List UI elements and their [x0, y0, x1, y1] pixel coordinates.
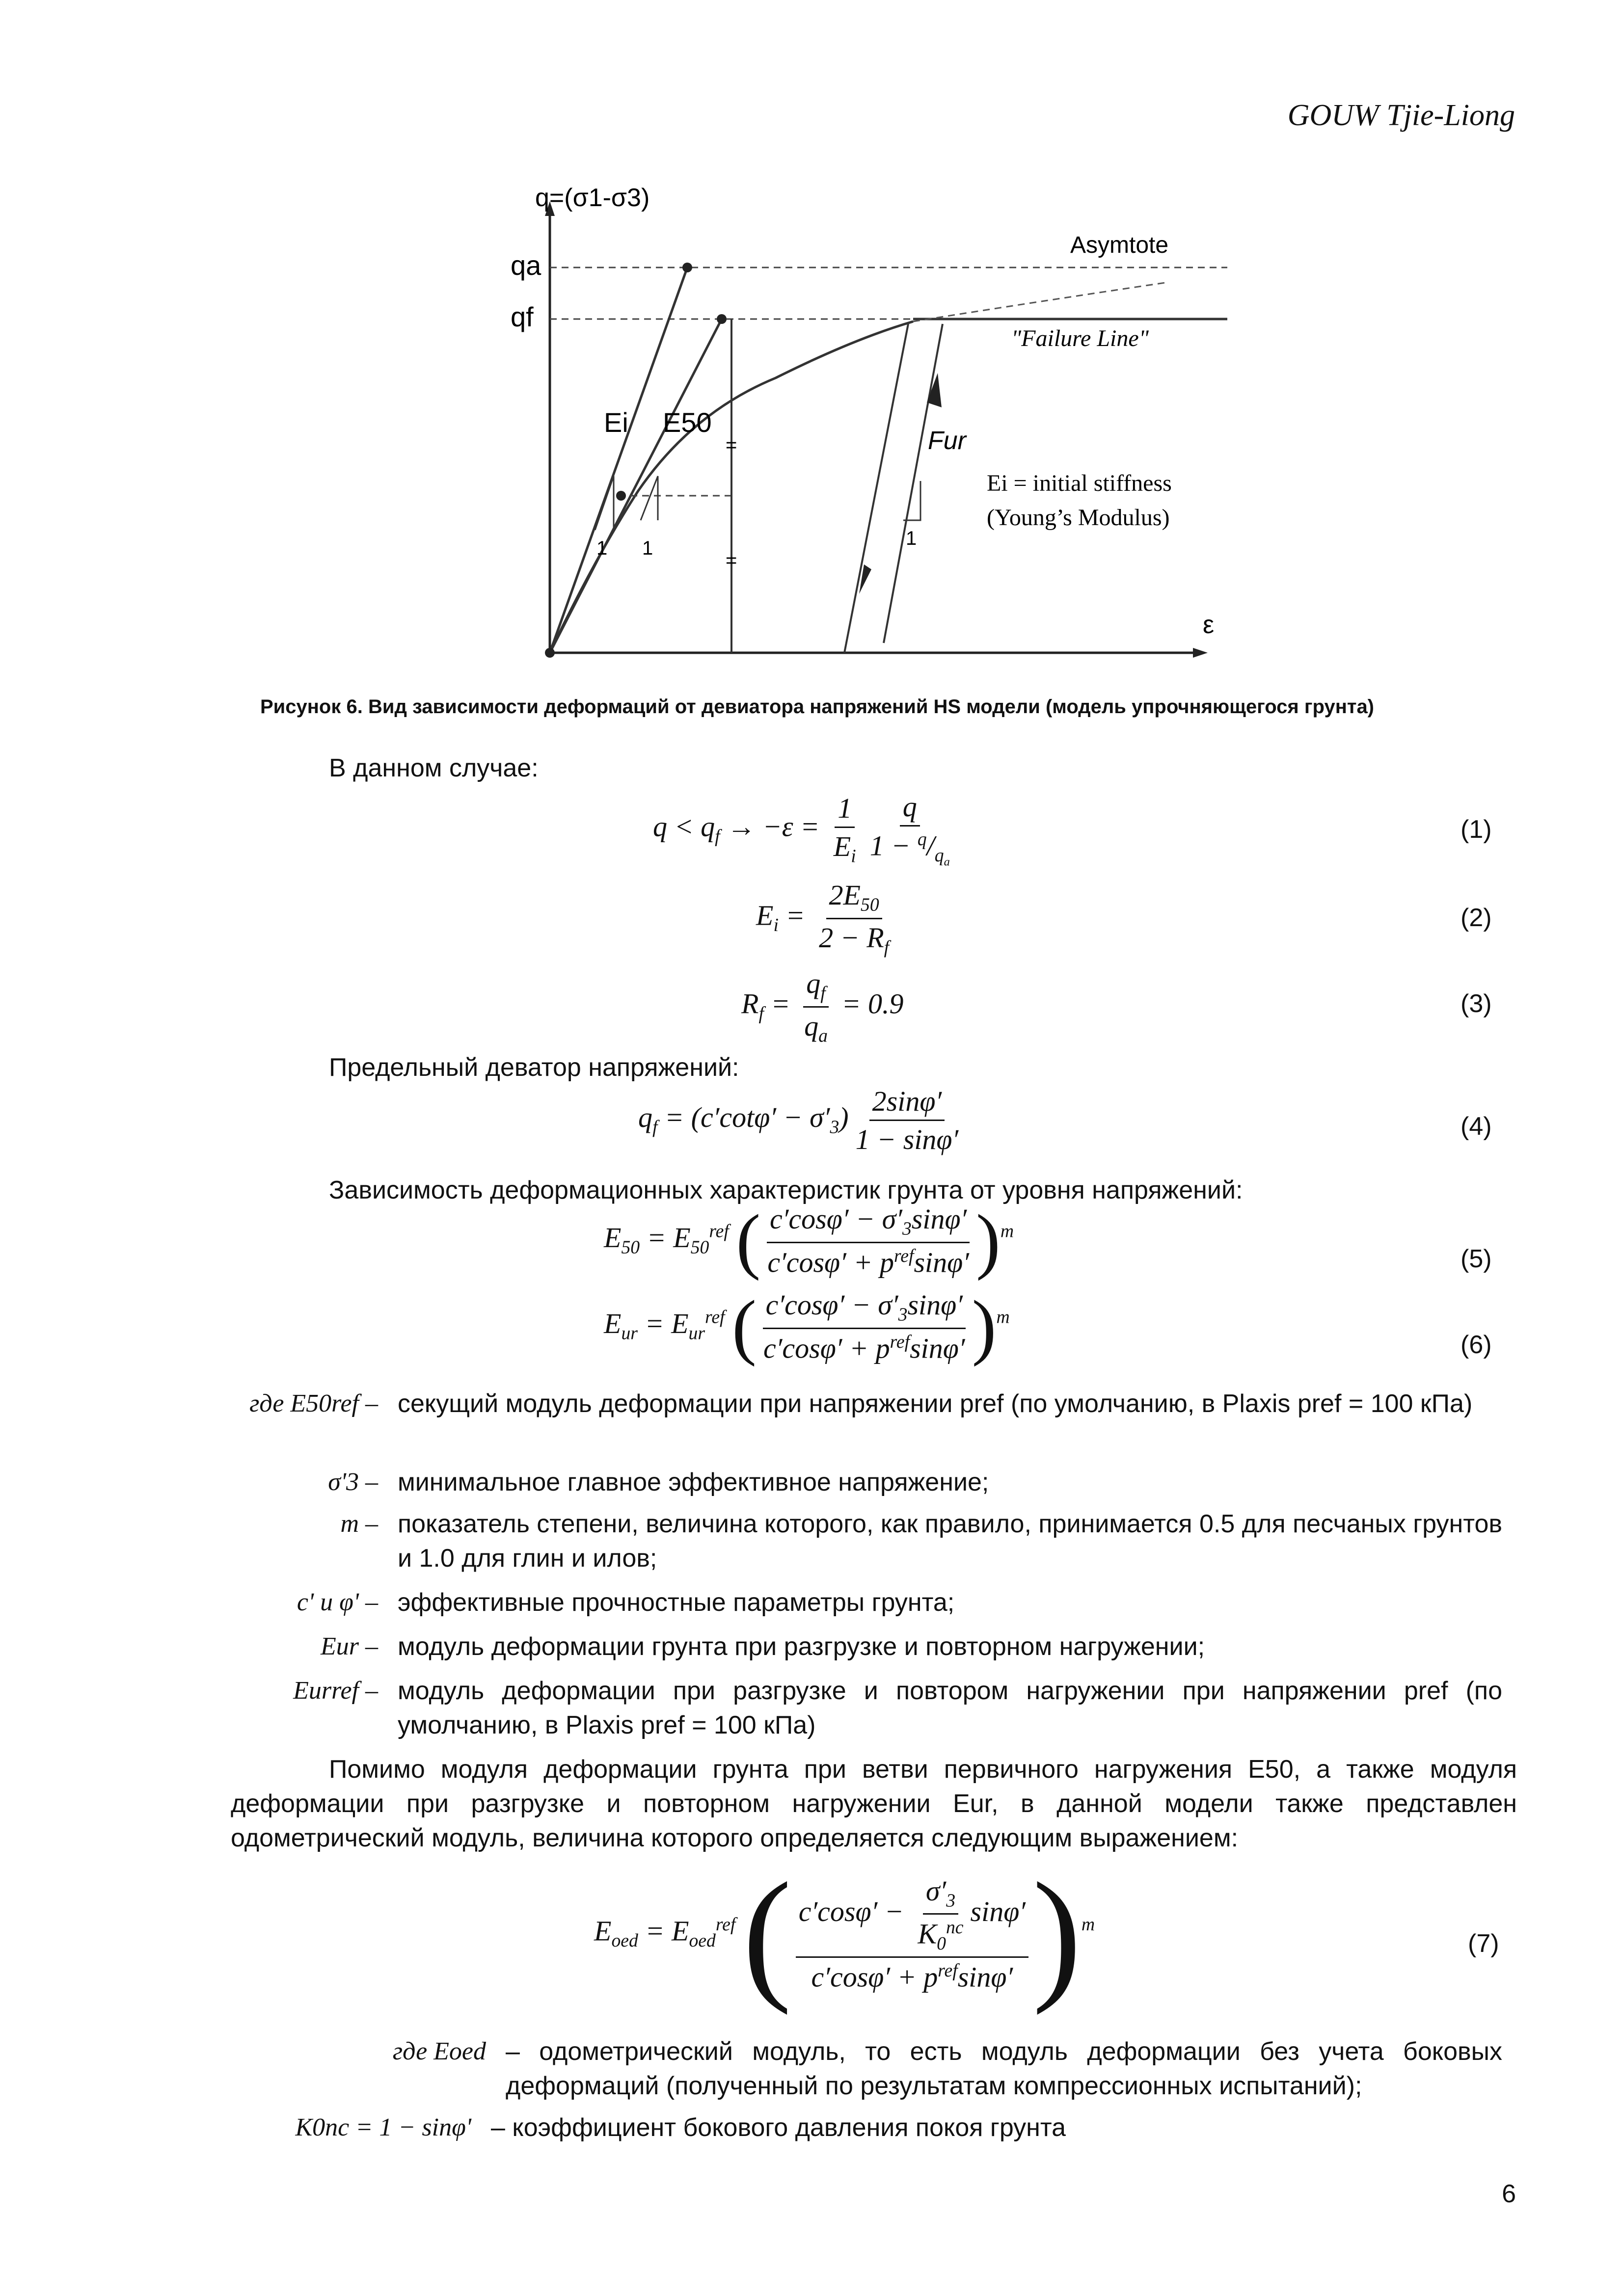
eur-label: Fur: [928, 427, 966, 455]
equation-number-7: (7): [1468, 1929, 1499, 1958]
equation-number-1: (1): [1461, 815, 1492, 844]
definition-text: секущий модуль деформации при напряжении pref (по умолчанию, в Plaxis pref = 100 кПа): [398, 1389, 1473, 1418]
equation-2: $E_i$ = $\frac{2E_{50}}{2 - R_f}$: [756, 879, 890, 958]
definition-term: Eurref –: [293, 1677, 378, 1705]
eur-slope-one: 1: [906, 528, 917, 549]
definition-text: модуль деформации грунта при разгрузке и повторном нагружении;: [398, 1632, 1205, 1661]
definition-term: K0nc = 1 − sinφ': [295, 2113, 471, 2141]
equation-number-3: (3): [1461, 989, 1492, 1018]
figure-caption: Рисунок 6. Вид зависимости деформаций от девиатора напряжений HS модели (модель упрочняющегося грунта): [260, 696, 1375, 718]
definition-term: где E50ref –: [249, 1389, 378, 1417]
reloading-line: [884, 324, 943, 643]
intro-text-2: Предельный деватор напряжений:: [329, 1053, 739, 1082]
definition-term: где Eoed: [392, 2037, 486, 2065]
equation-5: $E_{50} = E_{50}^{ref}$ ( $\frac{c'\cos\varphi' - \sigma'_3\sin\varphi'}{c'\cos\varphi' + p^{ref}\sin\varphi'}$ )$^m$: [604, 1200, 1014, 1281]
definition-text: минимальное главное эффективное напряжение;: [398, 1468, 989, 1496]
definition-text: – одометрический модуль, то есть модуль деформации без учета боковых деформаций (полученный по результатам компрессионных испытаний);: [506, 2037, 1502, 2101]
half-point: [616, 491, 626, 501]
equation-7: $E_{oed} = E_{oed}^{ref}$ ( c′cosφ′ − $\frac{\sigma'_3}{K_0^{nc}}$ sinφ′ $c'\cos\varphi' + p^{ref}\sin\varphi'$ )$^m$: [594, 1852, 1095, 2015]
equation-number-5: (5): [1461, 1245, 1492, 1273]
definition-row: [231, 1387, 1502, 1421]
stress-strain-figure: [471, 177, 1257, 677]
definition-row: [231, 1674, 1502, 1742]
intro-text-1: В данном случае:: [329, 754, 539, 782]
equation-4: $q_f = (c'\cot\varphi' - \sigma'_3)$ $\frac{2\sin\varphi'}{1 - \sin\varphi'}$: [638, 1085, 959, 1155]
definition-text: модуль деформации при разгрузке и повтором нагружении при напряжении pref (по умолчанию, в Plaxis pref = 100 кПа): [398, 1677, 1502, 1740]
definition-row: [231, 1465, 1502, 1499]
qf-point: [717, 314, 727, 324]
ei-slope-triangle: [595, 476, 614, 530]
unloading-line: [844, 324, 908, 653]
equation-number-6: (6): [1461, 1331, 1492, 1359]
equation-3: $R_f$ = $\frac{q_f}{q_a}$ = 0.9: [741, 967, 904, 1046]
page-header-author: GOUW Tjie-Liong: [1287, 99, 1515, 132]
legend-line-1: Ei = initial stiffness: [987, 470, 1172, 496]
definition-row: [231, 1585, 1502, 1620]
definition-text: показатель степени, величина которого, как правило, принимается 0.5 для песчаных грунтов и 1.0 для глин и илов;: [398, 1510, 1502, 1573]
ei-line: [550, 267, 687, 653]
definition-row: [275, 2034, 1502, 2103]
definition-row: [231, 1507, 1502, 1575]
e50-slope-one: 1: [642, 537, 653, 559]
asymptote-continuation: [913, 282, 1168, 321]
qf-label: qf: [511, 301, 534, 332]
definition-term: m –: [340, 1510, 378, 1538]
origin-point: [545, 648, 555, 658]
equal-mark-upper: =: [726, 434, 737, 456]
definition-text: эффективные прочностные параметры грунта;: [398, 1588, 955, 1617]
equal-mark-lower: =: [726, 550, 737, 571]
stress-strain-diagram: [471, 177, 1257, 677]
definition-term: σ'3 –: [328, 1468, 378, 1496]
equation-6: $E_{ur} = E_{ur}^{ref}$ ( $\frac{c'\cos\varphi' - \sigma'_3\sin\varphi'}{c'\cos\varphi' + p^{ref}\sin\varphi'}$ )$^m$: [604, 1285, 1010, 1367]
x-axis-label: ε: [1203, 611, 1215, 639]
e50-line: [550, 319, 722, 653]
equation-1: $q < q_f \to -\varepsilon$ = $\frac{1}{E_i}$ $\frac{q}{1 - ^q/_{q_a}}$: [653, 791, 950, 869]
equation-number-2: (2): [1461, 904, 1492, 932]
page-number: 6: [1502, 2180, 1516, 2208]
definition-row: [226, 2110, 1502, 2145]
x-axis-arrow: [1193, 648, 1208, 658]
y-axis-label: q=(σ1-σ3): [535, 184, 650, 212]
ei-slope-one: 1: [596, 537, 608, 559]
definition-term: c' и φ' –: [297, 1588, 378, 1616]
qa-point: [682, 263, 692, 272]
equation-number-4: (4): [1461, 1112, 1492, 1141]
legend-line-2: (Young’s Modulus): [987, 505, 1170, 531]
definition-row: [231, 1629, 1502, 1664]
paragraph-oedometer: Помимо модуля деформации грунта при ветви первичного нагружения E50, а также модуля деформации при разгрузке и повторном нагружении Eur, в данной модели также представлен одометрический модуль, величина которого определяется следующим выражением:: [231, 1755, 1517, 1853]
ei-label: Ei: [604, 407, 628, 438]
qa-label: qa: [511, 250, 541, 281]
intro-text-3: Зависимость деформационных характеристик грунта от уровня напряжений:: [329, 1176, 1243, 1204]
asymptote-label: Asymtote: [1070, 232, 1169, 258]
reload-arrow-up-icon: [927, 373, 942, 407]
failure-line-label: "Failure Line": [1011, 325, 1149, 351]
definition-text: – коэффициент бокового давления покоя грунта: [491, 2113, 1066, 2142]
e50-label: E50: [663, 407, 712, 438]
definition-term: Eur –: [321, 1632, 378, 1660]
